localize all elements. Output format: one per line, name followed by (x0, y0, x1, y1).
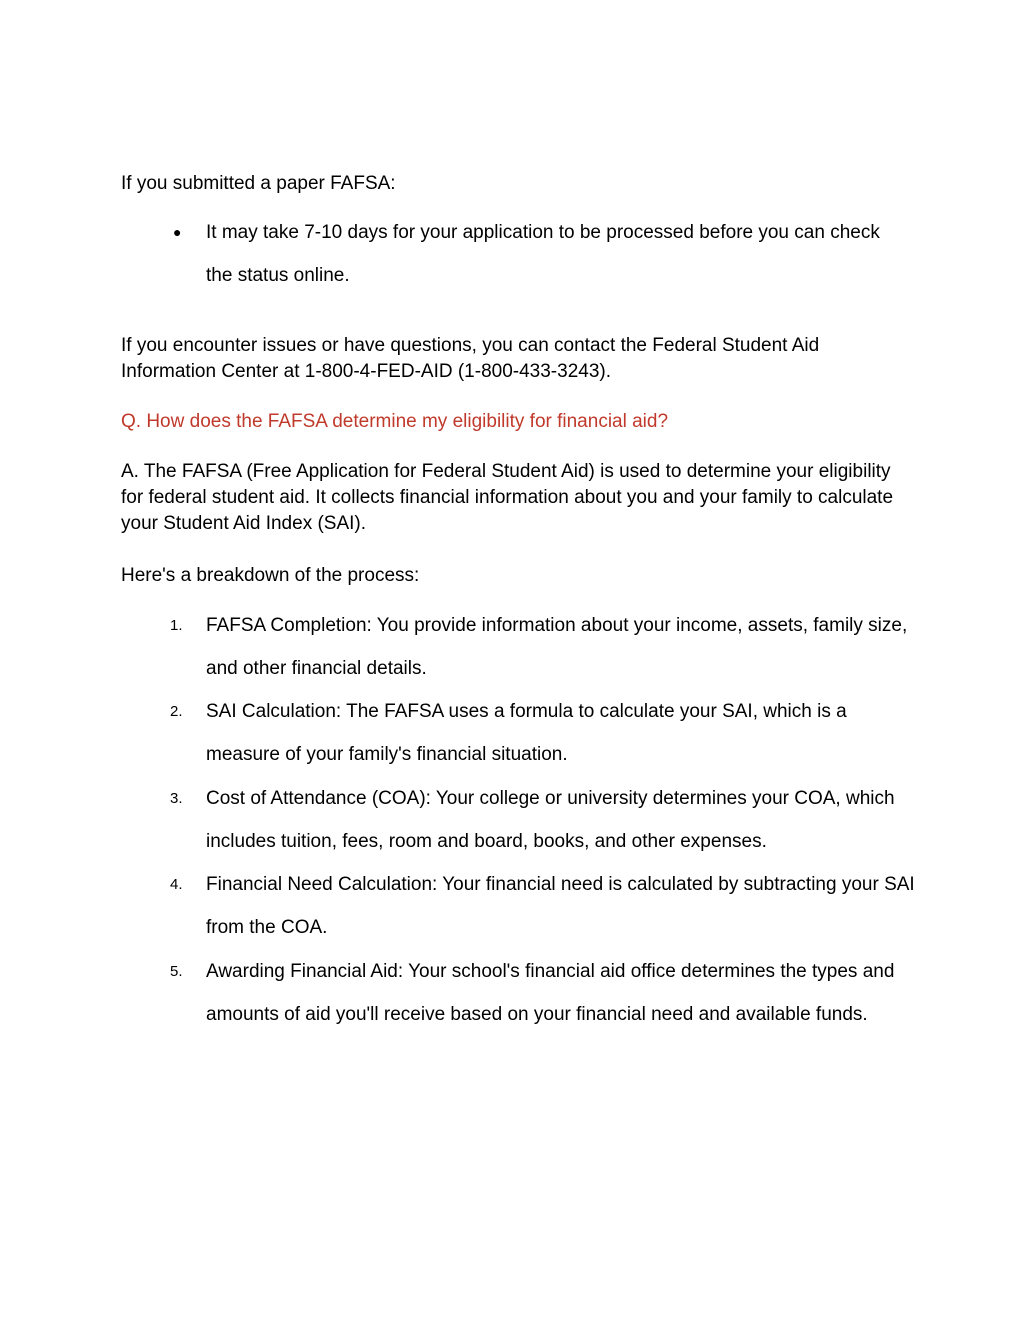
step-text: FAFSA Completion: You provide information about your income, assets, family size, and other financial details. (206, 615, 908, 679)
list-number: 2. (170, 703, 183, 720)
step-text: SAI Calculation: The FAFSA uses a formula to calculate your SAI, which is a measure of your family's financial situation. (206, 701, 847, 765)
bullet-item (173, 211, 906, 297)
list-number: 5. (170, 963, 183, 980)
paper-fafsa-intro: If you submitted a paper FAFSA: (121, 173, 396, 194)
step-text: Cost of Attendance (COA): Your college or university determines your COA, which includes tuition, fees, room and board, books, and other expenses. (206, 788, 895, 852)
step-text: Financial Need Calculation: Your financial need is calculated by subtracting your SAI from the COA. (206, 874, 915, 938)
step-text: Awarding Financial Aid: Your school's financial aid office determines the types and amounts of aid you'll receive based on your financial need and available funds. (206, 961, 895, 1025)
bullet-icon: ● (173, 224, 182, 240)
breakdown-intro: Here's a breakdown of the process: (121, 565, 420, 586)
list-item-step-3 (170, 777, 916, 863)
faq-answer: A. The FAFSA (Free Application for Federal Student Aid) is used to determine your eligibility for federal student aid. It collects financial information about you and your family to calculate your Student Aid Index (SAI). (121, 461, 894, 534)
list-item-step-4 (170, 863, 916, 949)
list-item-step-1 (170, 604, 916, 690)
list-number: 4. (170, 876, 183, 893)
list-item-step-5 (170, 950, 916, 1036)
list-number: 3. (170, 790, 183, 807)
list-item-step-2 (170, 690, 916, 776)
bullet-text: It may take 7-10 days for your application to be processed before you can check the status online. (206, 222, 880, 286)
list-number: 1. (170, 617, 183, 634)
faq-question: Q. How does the FAFSA determine my eligibility for financial aid? (121, 411, 669, 432)
contact-paragraph: If you encounter issues or have questions, you can contact the Federal Student Aid Information Center at 1-800-4-FED-AID (1-800-433-3243). (121, 335, 820, 382)
